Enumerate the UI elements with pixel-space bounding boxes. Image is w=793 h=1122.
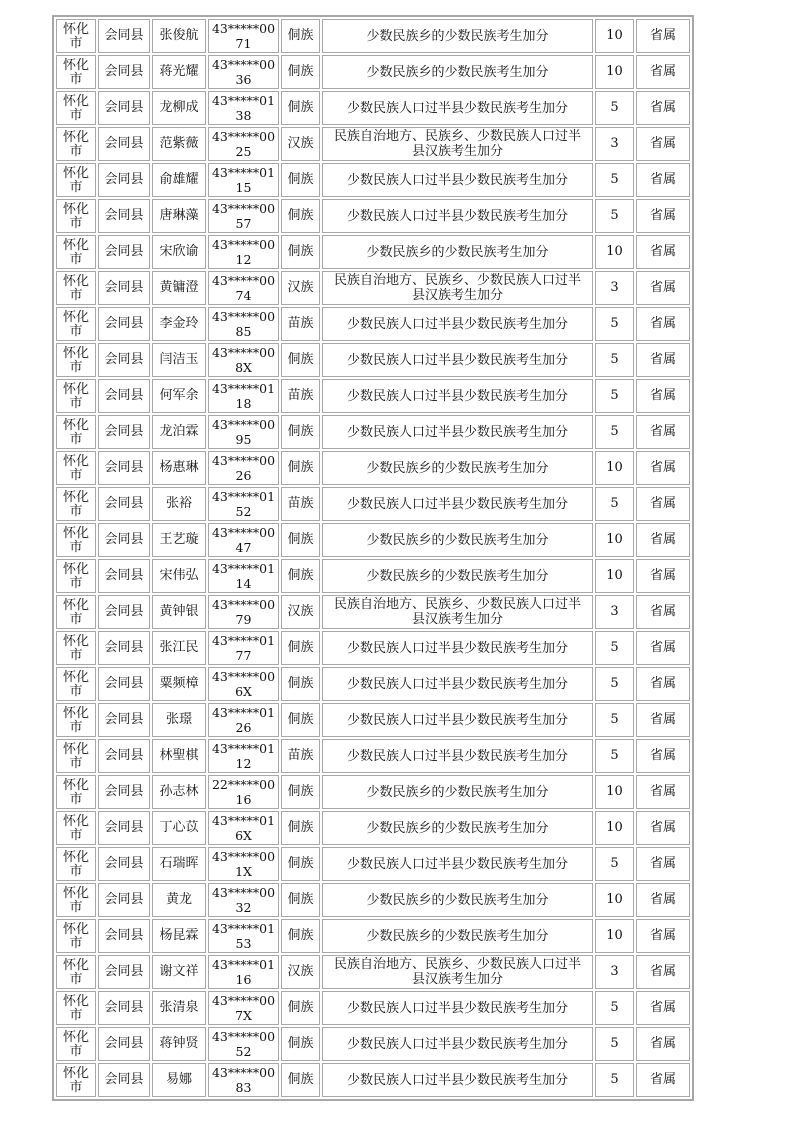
name-cell: 谢文祥 (152, 955, 206, 989)
reason-cell: 少数民族人口过半县少数民族考生加分 (322, 667, 593, 701)
county-cell: 会同县 (98, 127, 150, 161)
points-cell: 5 (595, 703, 634, 737)
reason-cell: 少数民族乡的少数民族考生加分 (322, 19, 593, 53)
county-cell: 会同县 (98, 667, 150, 701)
level-cell: 省属 (636, 919, 690, 953)
level-cell: 省属 (636, 1063, 690, 1097)
points-cell: 10 (595, 523, 634, 557)
ethnicity-cell: 侗族 (281, 667, 320, 701)
county-cell: 会同县 (98, 595, 150, 629)
name-cell: 丁心苡 (152, 811, 206, 845)
city-cell: 怀化市 (56, 415, 96, 449)
points-cell: 5 (595, 379, 634, 413)
table-row (56, 307, 690, 341)
level-cell: 省属 (636, 523, 690, 557)
reason-cell: 少数民族人口过半县少数民族考生加分 (322, 847, 593, 881)
reason-cell: 少数民族乡的少数民族考生加分 (322, 775, 593, 809)
level-cell: 省属 (636, 631, 690, 665)
city-cell: 怀化市 (56, 631, 96, 665)
reason-cell: 少数民族乡的少数民族考生加分 (322, 451, 593, 485)
city-cell: 怀化市 (56, 991, 96, 1025)
level-cell: 省属 (636, 991, 690, 1025)
points-cell: 10 (595, 775, 634, 809)
level-cell: 省属 (636, 235, 690, 269)
points-cell: 5 (595, 163, 634, 197)
id-number-cell: 43*****0153 (208, 919, 279, 953)
points-cell: 5 (595, 631, 634, 665)
level-cell: 省属 (636, 307, 690, 341)
level-cell: 省属 (636, 163, 690, 197)
points-cell: 10 (595, 811, 634, 845)
level-cell: 省属 (636, 1027, 690, 1061)
table-row (56, 19, 690, 53)
id-number-cell: 43*****016X (208, 811, 279, 845)
table-row (56, 199, 690, 233)
level-cell: 省属 (636, 271, 690, 305)
city-cell: 怀化市 (56, 379, 96, 413)
id-number-cell: 43*****0152 (208, 487, 279, 521)
reason-cell: 少数民族乡的少数民族考生加分 (322, 559, 593, 593)
table-row (56, 991, 690, 1025)
ethnicity-cell: 侗族 (281, 523, 320, 557)
table-row (56, 739, 690, 773)
ethnicity-cell: 侗族 (281, 559, 320, 593)
county-cell: 会同县 (98, 235, 150, 269)
id-number-cell: 43*****0177 (208, 631, 279, 665)
id-number-cell: 43*****008X (208, 343, 279, 377)
level-cell: 省属 (636, 811, 690, 845)
county-cell: 会同县 (98, 523, 150, 557)
points-cell: 5 (595, 739, 634, 773)
county-cell: 会同县 (98, 307, 150, 341)
name-cell: 黄钟银 (152, 595, 206, 629)
city-cell: 怀化市 (56, 127, 96, 161)
level-cell: 省属 (636, 415, 690, 449)
level-cell: 省属 (636, 91, 690, 125)
county-cell: 会同县 (98, 415, 150, 449)
table-row (56, 271, 690, 305)
name-cell: 孙志林 (152, 775, 206, 809)
ethnicity-cell: 汉族 (281, 127, 320, 161)
city-cell: 怀化市 (56, 163, 96, 197)
table-row (56, 919, 690, 953)
reason-cell: 少数民族人口过半县少数民族考生加分 (322, 703, 593, 737)
points-cell: 5 (595, 991, 634, 1025)
county-cell: 会同县 (98, 55, 150, 89)
name-cell: 何军余 (152, 379, 206, 413)
id-number-cell: 43*****0079 (208, 595, 279, 629)
city-cell: 怀化市 (56, 199, 96, 233)
county-cell: 会同县 (98, 559, 150, 593)
id-number-cell: 43*****0118 (208, 379, 279, 413)
id-number-cell: 43*****0057 (208, 199, 279, 233)
name-cell: 张俊航 (152, 19, 206, 53)
level-cell: 省属 (636, 19, 690, 53)
county-cell: 会同县 (98, 163, 150, 197)
points-cell: 5 (595, 199, 634, 233)
id-number-cell: 43*****0047 (208, 523, 279, 557)
city-cell: 怀化市 (56, 703, 96, 737)
city-cell: 怀化市 (56, 955, 96, 989)
reason-cell: 少数民族人口过半县少数民族考生加分 (322, 991, 593, 1025)
ethnicity-cell: 侗族 (281, 55, 320, 89)
ethnicity-cell: 侗族 (281, 703, 320, 737)
city-cell: 怀化市 (56, 595, 96, 629)
name-cell: 张江民 (152, 631, 206, 665)
id-number-cell: 43*****0085 (208, 307, 279, 341)
ethnicity-cell: 侗族 (281, 343, 320, 377)
ethnicity-cell: 苗族 (281, 739, 320, 773)
level-cell: 省属 (636, 451, 690, 485)
level-cell: 省属 (636, 559, 690, 593)
reason-cell: 民族自治地方、民族乡、少数民族人口过半县汉族考生加分 (322, 595, 593, 629)
city-cell: 怀化市 (56, 487, 96, 521)
county-cell: 会同县 (98, 991, 150, 1025)
city-cell: 怀化市 (56, 667, 96, 701)
city-cell: 怀化市 (56, 1027, 96, 1061)
city-cell: 怀化市 (56, 1063, 96, 1097)
ethnicity-cell: 侗族 (281, 775, 320, 809)
ethnicity-cell: 侗族 (281, 919, 320, 953)
points-cell: 10 (595, 919, 634, 953)
id-number-cell: 43*****0083 (208, 1063, 279, 1097)
reason-cell: 少数民族乡的少数民族考生加分 (322, 523, 593, 557)
county-cell: 会同县 (98, 451, 150, 485)
name-cell: 龙柳成 (152, 91, 206, 125)
ethnicity-cell: 侗族 (281, 847, 320, 881)
points-cell: 3 (595, 955, 634, 989)
table-row (56, 163, 690, 197)
reason-cell: 少数民族人口过半县少数民族考生加分 (322, 739, 593, 773)
ethnicity-cell: 汉族 (281, 595, 320, 629)
name-cell: 宋伟弘 (152, 559, 206, 593)
county-cell: 会同县 (98, 631, 150, 665)
reason-cell: 少数民族人口过半县少数民族考生加分 (322, 379, 593, 413)
ethnicity-cell: 侗族 (281, 415, 320, 449)
id-number-cell: 43*****006X (208, 667, 279, 701)
city-cell: 怀化市 (56, 559, 96, 593)
table-row (56, 667, 690, 701)
reason-cell: 少数民族乡的少数民族考生加分 (322, 883, 593, 917)
points-cell: 10 (595, 451, 634, 485)
city-cell: 怀化市 (56, 307, 96, 341)
table-row (56, 379, 690, 413)
table-row (56, 847, 690, 881)
ethnicity-cell: 侗族 (281, 1027, 320, 1061)
level-cell: 省属 (636, 487, 690, 521)
reason-cell: 少数民族人口过半县少数民族考生加分 (322, 631, 593, 665)
bonus-points-table (52, 15, 694, 1101)
county-cell: 会同县 (98, 775, 150, 809)
city-cell: 怀化市 (56, 919, 96, 953)
table-row (56, 595, 690, 629)
level-cell: 省属 (636, 199, 690, 233)
id-number-cell: 43*****0026 (208, 451, 279, 485)
table-row (56, 343, 690, 377)
reason-cell: 少数民族乡的少数民族考生加分 (322, 55, 593, 89)
city-cell: 怀化市 (56, 739, 96, 773)
id-number-cell: 43*****0071 (208, 19, 279, 53)
reason-cell: 少数民族人口过半县少数民族考生加分 (322, 415, 593, 449)
ethnicity-cell: 侗族 (281, 199, 320, 233)
county-cell: 会同县 (98, 487, 150, 521)
city-cell: 怀化市 (56, 847, 96, 881)
county-cell: 会同县 (98, 271, 150, 305)
city-cell: 怀化市 (56, 91, 96, 125)
city-cell: 怀化市 (56, 55, 96, 89)
county-cell: 会同县 (98, 703, 150, 737)
ethnicity-cell: 侗族 (281, 883, 320, 917)
name-cell: 龙泊霖 (152, 415, 206, 449)
reason-cell: 少数民族乡的少数民族考生加分 (322, 919, 593, 953)
reason-cell: 少数民族人口过半县少数民族考生加分 (322, 343, 593, 377)
reason-cell: 民族自治地方、民族乡、少数民族人口过半县汉族考生加分 (322, 271, 593, 305)
id-number-cell: 43*****0036 (208, 55, 279, 89)
ethnicity-cell: 侗族 (281, 991, 320, 1025)
name-cell: 李金玲 (152, 307, 206, 341)
points-cell: 10 (595, 55, 634, 89)
name-cell: 王艺璇 (152, 523, 206, 557)
name-cell: 杨昆霖 (152, 919, 206, 953)
city-cell: 怀化市 (56, 19, 96, 53)
id-number-cell: 43*****0116 (208, 955, 279, 989)
reason-cell: 少数民族人口过半县少数民族考生加分 (322, 487, 593, 521)
reason-cell: 少数民族人口过半县少数民族考生加分 (322, 1027, 593, 1061)
name-cell: 石瑞晖 (152, 847, 206, 881)
county-cell: 会同县 (98, 811, 150, 845)
id-number-cell: 43*****0095 (208, 415, 279, 449)
points-cell: 10 (595, 559, 634, 593)
name-cell: 林聖棋 (152, 739, 206, 773)
level-cell: 省属 (636, 883, 690, 917)
table-row (56, 559, 690, 593)
reason-cell: 少数民族乡的少数民族考生加分 (322, 811, 593, 845)
table-row (56, 127, 690, 161)
reason-cell: 少数民族人口过半县少数民族考生加分 (322, 91, 593, 125)
county-cell: 会同县 (98, 955, 150, 989)
points-cell: 5 (595, 307, 634, 341)
ethnicity-cell: 侗族 (281, 19, 320, 53)
name-cell: 蒋钟贤 (152, 1027, 206, 1061)
city-cell: 怀化市 (56, 235, 96, 269)
ethnicity-cell: 汉族 (281, 271, 320, 305)
points-cell: 5 (595, 91, 634, 125)
reason-cell: 少数民族人口过半县少数民族考生加分 (322, 1063, 593, 1097)
ethnicity-cell: 侗族 (281, 91, 320, 125)
table-row (56, 55, 690, 89)
reason-cell: 少数民族人口过半县少数民族考生加分 (322, 199, 593, 233)
city-cell: 怀化市 (56, 523, 96, 557)
points-cell: 3 (595, 595, 634, 629)
county-cell: 会同县 (98, 91, 150, 125)
points-cell: 5 (595, 343, 634, 377)
level-cell: 省属 (636, 847, 690, 881)
county-cell: 会同县 (98, 883, 150, 917)
table-row (56, 883, 690, 917)
name-cell: 黄龙 (152, 883, 206, 917)
ethnicity-cell: 侗族 (281, 163, 320, 197)
level-cell: 省属 (636, 595, 690, 629)
level-cell: 省属 (636, 955, 690, 989)
points-cell: 5 (595, 1027, 634, 1061)
points-cell: 5 (595, 1063, 634, 1097)
county-cell: 会同县 (98, 739, 150, 773)
id-number-cell: 43*****0052 (208, 1027, 279, 1061)
table-row (56, 415, 690, 449)
ethnicity-cell: 侗族 (281, 811, 320, 845)
id-number-cell: 43*****0112 (208, 739, 279, 773)
table-row (56, 703, 690, 737)
points-cell: 3 (595, 127, 634, 161)
id-number-cell: 43*****001X (208, 847, 279, 881)
county-cell: 会同县 (98, 1027, 150, 1061)
table-body (56, 19, 690, 1097)
table-row (56, 1063, 690, 1097)
ethnicity-cell: 侗族 (281, 1063, 320, 1097)
name-cell: 张清泉 (152, 991, 206, 1025)
city-cell: 怀化市 (56, 271, 96, 305)
points-cell: 10 (595, 19, 634, 53)
county-cell: 会同县 (98, 19, 150, 53)
city-cell: 怀化市 (56, 451, 96, 485)
ethnicity-cell: 汉族 (281, 955, 320, 989)
county-cell: 会同县 (98, 379, 150, 413)
level-cell: 省属 (636, 775, 690, 809)
reason-cell: 少数民族人口过半县少数民族考生加分 (322, 307, 593, 341)
points-cell: 10 (595, 883, 634, 917)
table-row (56, 775, 690, 809)
ethnicity-cell: 侗族 (281, 235, 320, 269)
points-cell: 10 (595, 235, 634, 269)
city-cell: 怀化市 (56, 775, 96, 809)
name-cell: 宋欣谕 (152, 235, 206, 269)
name-cell: 闫洁玉 (152, 343, 206, 377)
city-cell: 怀化市 (56, 883, 96, 917)
city-cell: 怀化市 (56, 343, 96, 377)
name-cell: 张裕 (152, 487, 206, 521)
county-cell: 会同县 (98, 199, 150, 233)
county-cell: 会同县 (98, 1063, 150, 1097)
table-row (56, 235, 690, 269)
reason-cell: 民族自治地方、民族乡、少数民族人口过半县汉族考生加分 (322, 955, 593, 989)
table-row (56, 811, 690, 845)
level-cell: 省属 (636, 55, 690, 89)
id-number-cell: 43*****0115 (208, 163, 279, 197)
county-cell: 会同县 (98, 919, 150, 953)
id-number-cell: 43*****0138 (208, 91, 279, 125)
points-cell: 5 (595, 667, 634, 701)
reason-cell: 少数民族人口过半县少数民族考生加分 (322, 163, 593, 197)
id-number-cell: 43*****0126 (208, 703, 279, 737)
level-cell: 省属 (636, 127, 690, 161)
id-number-cell: 43*****0012 (208, 235, 279, 269)
name-cell: 唐琳藻 (152, 199, 206, 233)
level-cell: 省属 (636, 703, 690, 737)
name-cell: 俞雄耀 (152, 163, 206, 197)
id-number-cell: 43*****0114 (208, 559, 279, 593)
name-cell: 黄镛澄 (152, 271, 206, 305)
name-cell: 范紫薇 (152, 127, 206, 161)
county-cell: 会同县 (98, 847, 150, 881)
name-cell: 杨惠琳 (152, 451, 206, 485)
reason-cell: 民族自治地方、民族乡、少数民族人口过半县汉族考生加分 (322, 127, 593, 161)
ethnicity-cell: 苗族 (281, 307, 320, 341)
level-cell: 省属 (636, 343, 690, 377)
county-cell: 会同县 (98, 343, 150, 377)
id-number-cell: 43*****007X (208, 991, 279, 1025)
table-row (56, 451, 690, 485)
table-row (56, 631, 690, 665)
level-cell: 省属 (636, 739, 690, 773)
table-row (56, 955, 690, 989)
id-number-cell: 22*****0016 (208, 775, 279, 809)
ethnicity-cell: 苗族 (281, 487, 320, 521)
ethnicity-cell: 侗族 (281, 451, 320, 485)
city-cell: 怀化市 (56, 811, 96, 845)
table-row (56, 1027, 690, 1061)
level-cell: 省属 (636, 379, 690, 413)
id-number-cell: 43*****0074 (208, 271, 279, 305)
reason-cell: 少数民族乡的少数民族考生加分 (322, 235, 593, 269)
id-number-cell: 43*****0025 (208, 127, 279, 161)
table-row (56, 523, 690, 557)
id-number-cell: 43*****0032 (208, 883, 279, 917)
name-cell: 张璟 (152, 703, 206, 737)
ethnicity-cell: 侗族 (281, 631, 320, 665)
points-cell: 3 (595, 271, 634, 305)
ethnicity-cell: 苗族 (281, 379, 320, 413)
points-cell: 5 (595, 415, 634, 449)
name-cell: 易娜 (152, 1063, 206, 1097)
name-cell: 粟频樟 (152, 667, 206, 701)
name-cell: 蒋光耀 (152, 55, 206, 89)
level-cell: 省属 (636, 667, 690, 701)
table-row (56, 91, 690, 125)
points-cell: 5 (595, 847, 634, 881)
table-row (56, 487, 690, 521)
points-cell: 5 (595, 487, 634, 521)
